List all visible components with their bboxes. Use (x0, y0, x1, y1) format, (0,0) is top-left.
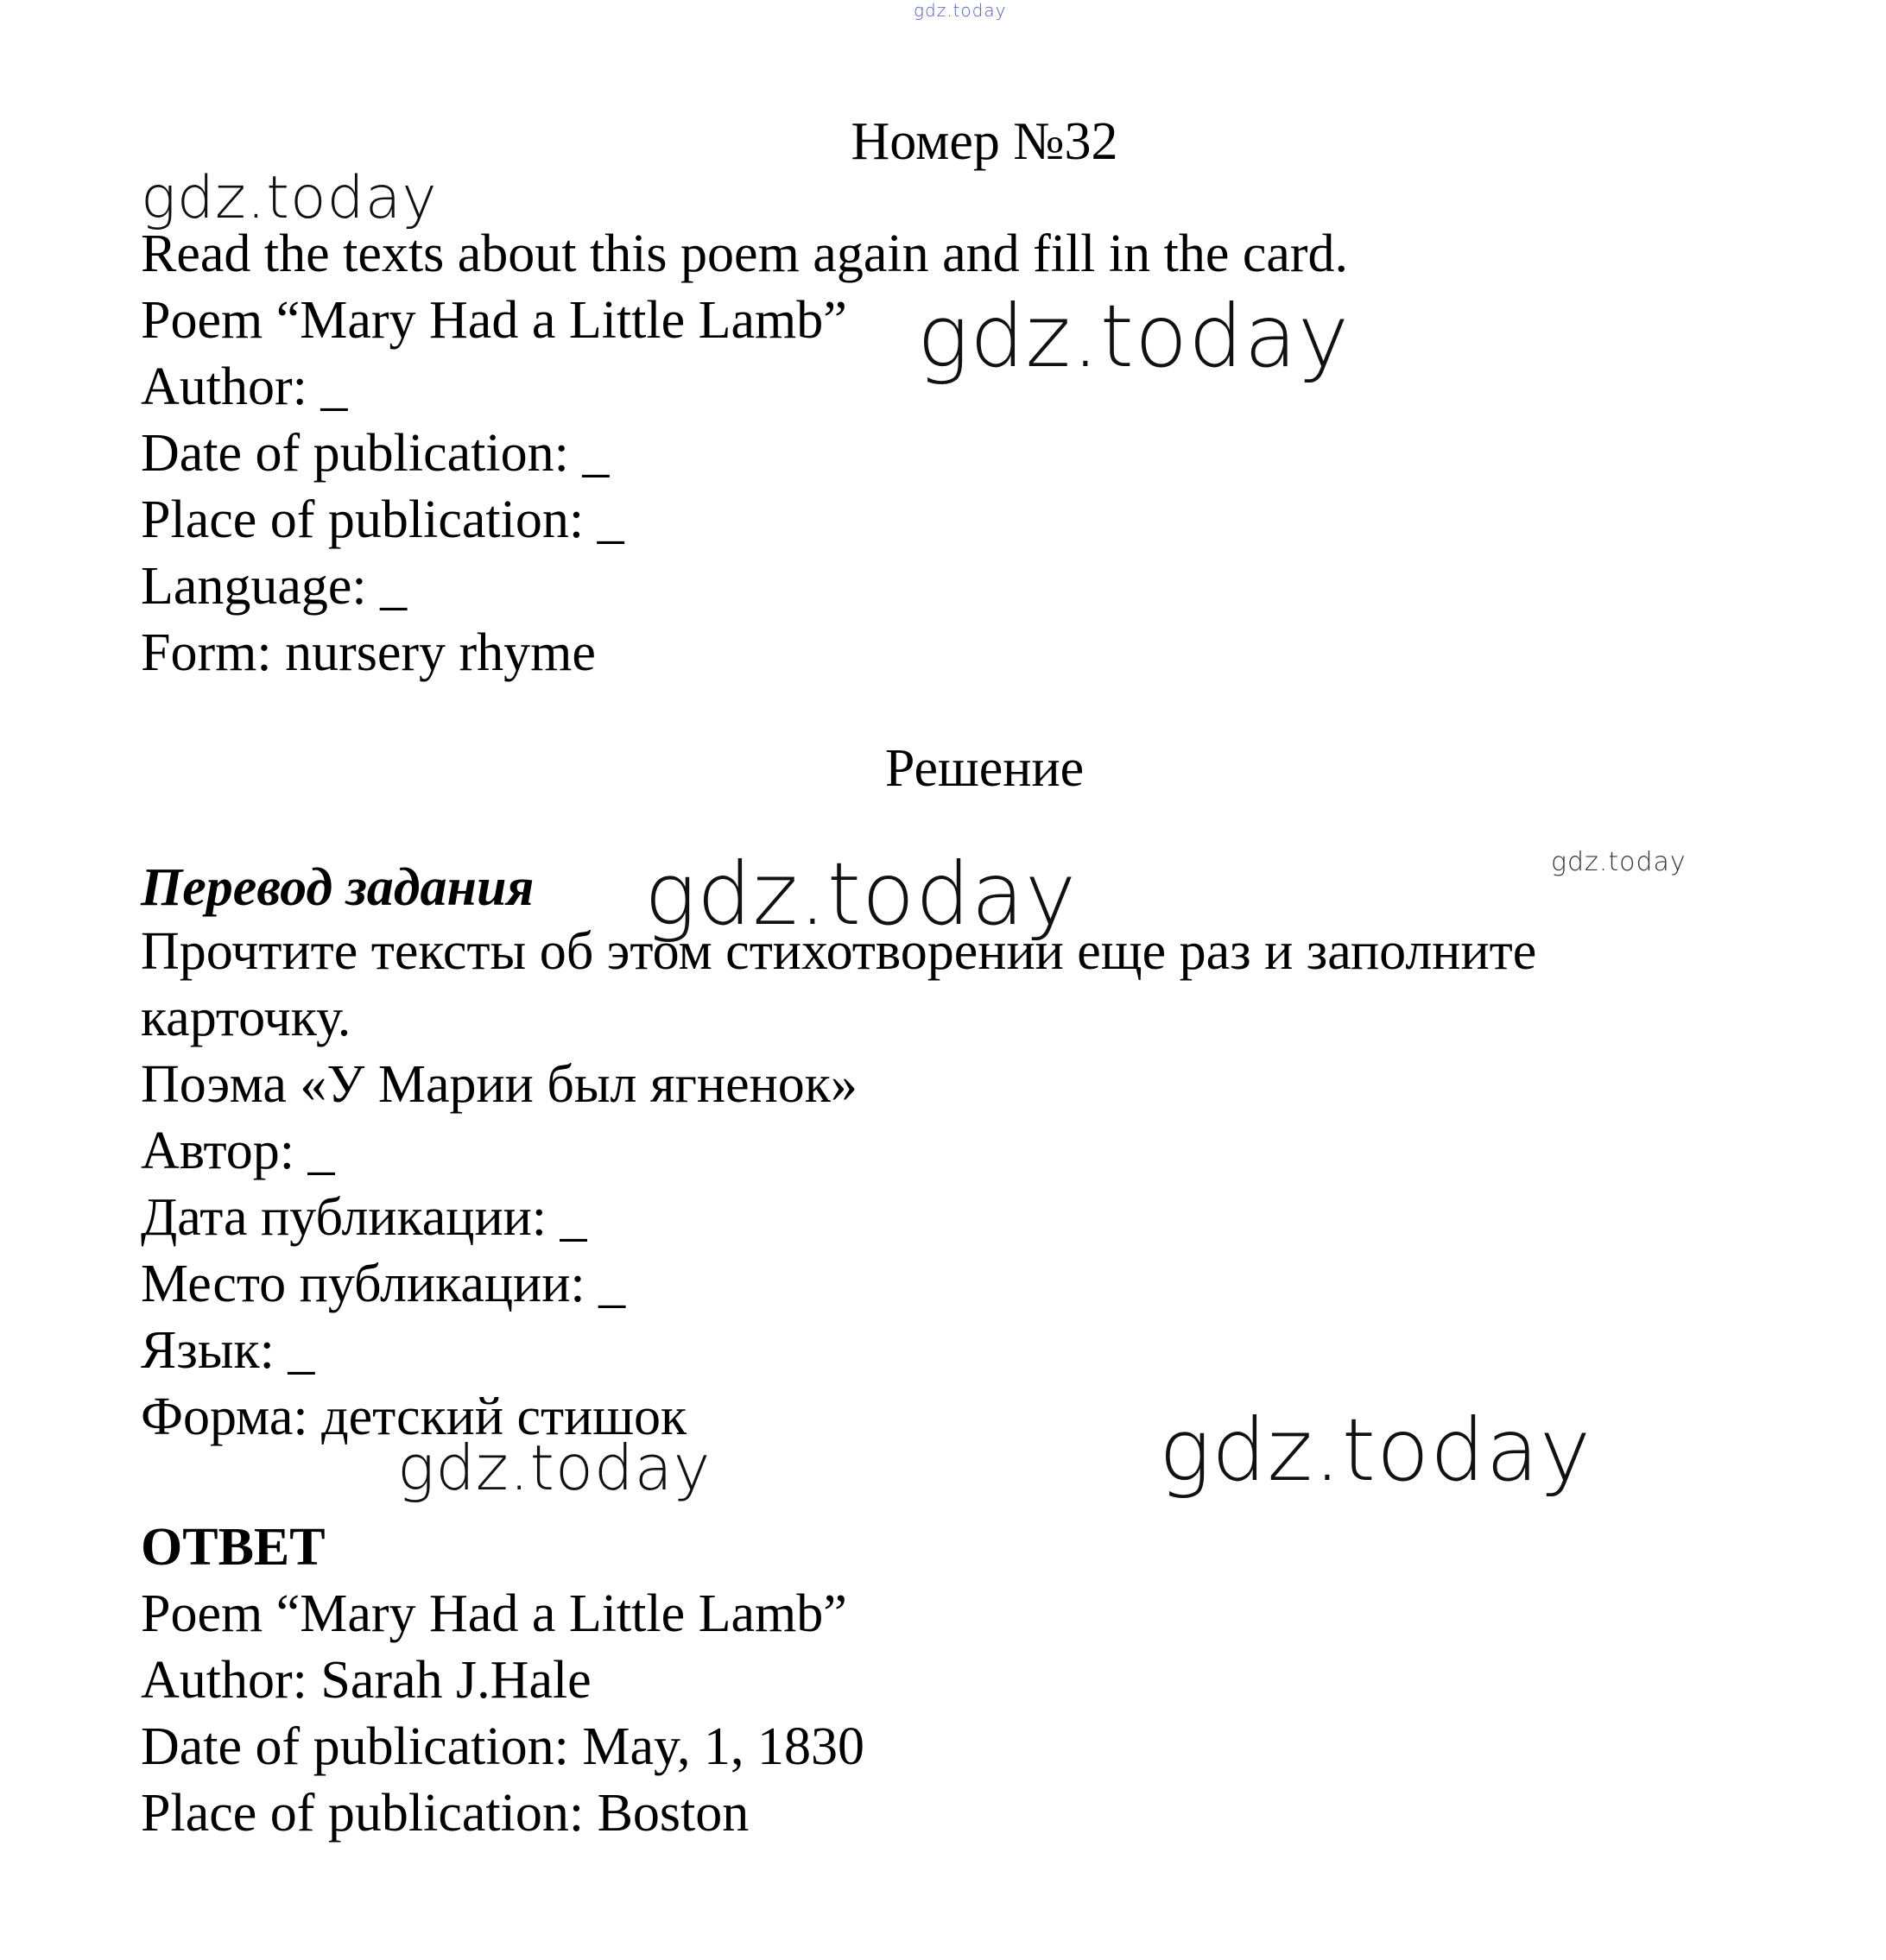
watermark-large-2: gdz.today (644, 844, 1078, 945)
translation-line: Язык: _ (141, 1321, 315, 1380)
translation-line: Поэма «У Марии был ягненок» (141, 1055, 858, 1114)
card-line-place: Place of publication: _ (141, 490, 624, 549)
watermark-large-1: gdz.today (917, 286, 1351, 387)
translation-heading: Перевод задания (141, 858, 535, 917)
translation-line: Дата публикации: _ (141, 1188, 587, 1247)
solution-heading: Решение (884, 739, 1085, 798)
answer-line-author: Author: Sarah J.Hale (141, 1651, 592, 1710)
answer-line-poem: Poem “Mary Had a Little Lamb” (141, 1584, 847, 1643)
translation-line: Автор: _ (141, 1122, 335, 1180)
translation-line: Место публикации: _ (141, 1255, 626, 1313)
watermark-small-right: gdz.today (1551, 847, 1687, 877)
card-line-date: Date of publication: _ (141, 424, 610, 483)
answer-heading: ОТВЕТ (141, 1518, 326, 1577)
watermark-medium-bottom: gdz.today (397, 1432, 712, 1504)
answer-line-date: Date of publication: May, 1, 1830 (141, 1717, 864, 1776)
watermark-header: gdz.today (141, 164, 438, 232)
task-instruction: Read the texts about this poem again and fill in the card. (141, 224, 1349, 283)
answer-line-place: Place of publication: Boston (141, 1784, 750, 1843)
card-line-author: Author: _ (141, 357, 348, 416)
card-line-form: Form: nursery rhyme (141, 623, 596, 682)
translation-line: карточку. (141, 989, 351, 1047)
card-line-language: Language: _ (141, 557, 408, 616)
watermark-top-tiny: gdz.today (914, 0, 1007, 21)
translation-line: Форма: детский стишок (141, 1388, 687, 1446)
watermark-large-3: gdz.today (1159, 1400, 1592, 1501)
translation-line: Прочтите тексты об этом стихотворении еще раз и заполните (141, 922, 1537, 981)
card-line-poem: Poem “Mary Had a Little Lamb” (141, 291, 847, 350)
page-title: Номер №32 (851, 112, 1118, 171)
